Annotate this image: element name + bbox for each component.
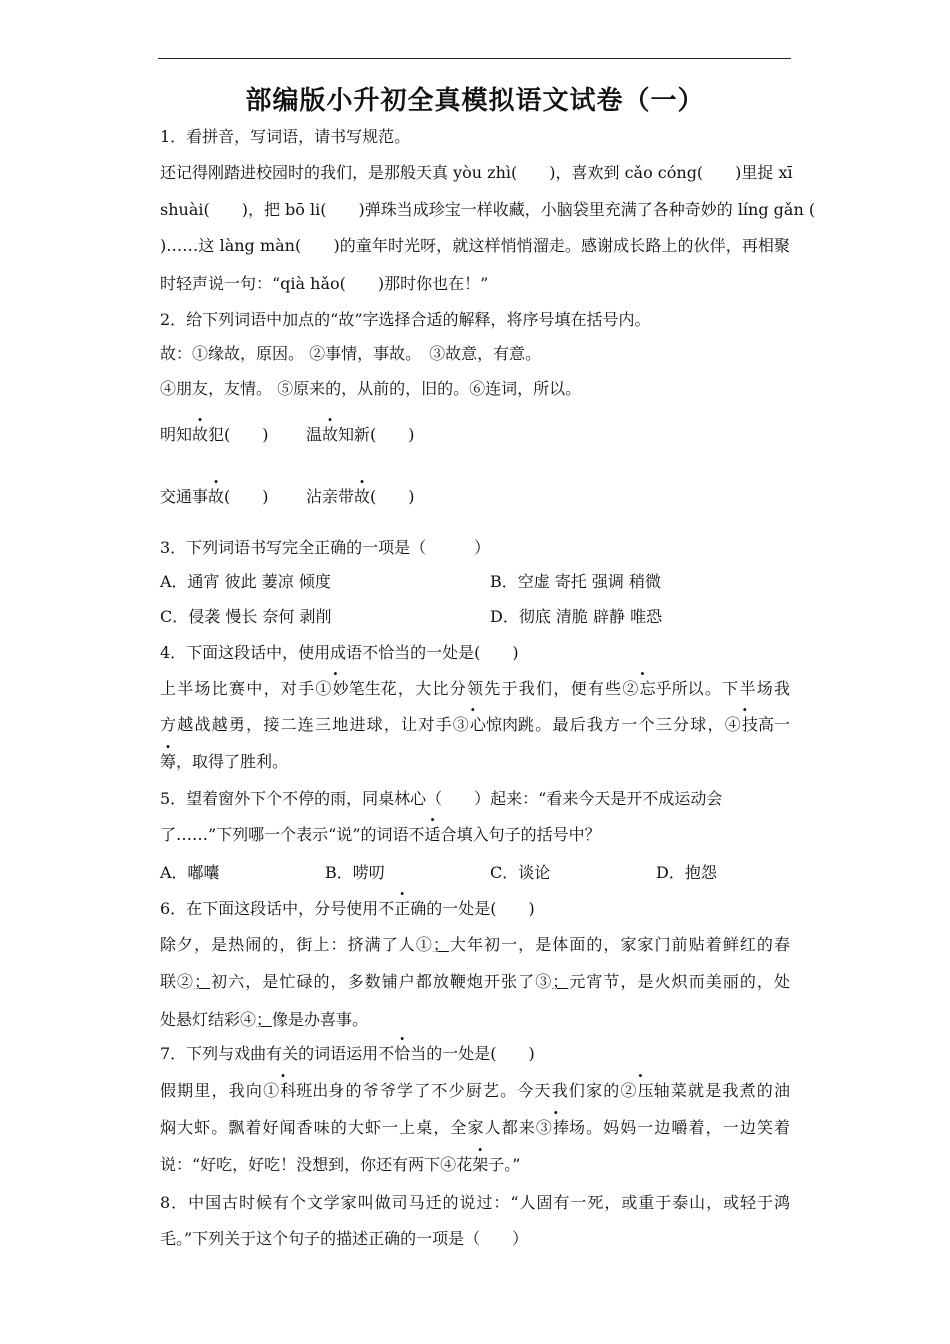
text-fragment: 。” bbox=[504, 1155, 521, 1174]
text-fragment: 元宵节，是火炽而美丽的，处 bbox=[568, 972, 790, 991]
q1-line-4: 时轻声说一句：“qià hǎo( )那时你也在！” bbox=[160, 274, 489, 293]
emphasis-dot: 忘乎所以 bbox=[639, 679, 704, 698]
q3-option-a: A．通宵 彼此 萋凉 倾度 bbox=[160, 572, 331, 591]
q3-stem: 3．下列词语书写完全正确的一项是（ ） bbox=[160, 538, 491, 557]
q2-word-2 bbox=[306, 425, 415, 445]
text-fragment: 6．在下面这段话中，分号使用 bbox=[160, 899, 379, 918]
q6-stem bbox=[160, 899, 535, 919]
text-fragment: 上半场比赛中，对手① bbox=[160, 679, 333, 698]
emphasis-dot: 科班出身 bbox=[280, 1081, 345, 1100]
emphasis-dot: 不正确 bbox=[378, 899, 427, 918]
emphasis-dot: 捧场 bbox=[552, 1118, 585, 1137]
q2-definitions-2: ④朋友，友情。 ⑤原来的，从前的，旧的。⑥连词，所以。 bbox=[160, 379, 582, 398]
text-fragment: 像是办喜事。 bbox=[272, 1010, 369, 1029]
q7-line-1 bbox=[160, 1081, 790, 1101]
text-fragment: 假期里，我向① bbox=[160, 1081, 281, 1100]
header-rule bbox=[158, 58, 791, 59]
q5-option-d: D．抱怨 bbox=[656, 863, 717, 882]
text-fragment: ； bbox=[432, 935, 449, 954]
q1-line-2: shuài( )，把 bō li( )弹珠当成珍宝一样收藏，小脑袋里充满了各种奇妙的 líng gǎn ( bbox=[160, 200, 816, 219]
text-fragment: 的一处是( ) bbox=[426, 1044, 535, 1063]
text-fragment: 说：“好吃，好吃！没想到，你还有两下④ bbox=[160, 1155, 457, 1174]
q5-option-a: A．嘟囔 bbox=[160, 863, 220, 882]
text-fragment: 初六，是忙碌的，多数铺户都放鞭炮开张了③ bbox=[210, 972, 553, 991]
text-fragment: ，大比分领先于我们，便有些② bbox=[396, 679, 640, 698]
q4-line-2 bbox=[160, 715, 790, 735]
text-fragment: ； bbox=[194, 972, 211, 991]
emphasis-dot: 故 bbox=[192, 425, 209, 444]
text-fragment: ( ) bbox=[224, 487, 269, 506]
emphasis-dot: 不适合 bbox=[408, 825, 457, 844]
q3-option-d: D．彻底 清脆 辟静 唯恐 bbox=[490, 607, 663, 626]
emphasis-dot: 心惊肉跳 bbox=[470, 715, 535, 734]
text-fragment: 了……”下列哪一个表示“说”的词语 bbox=[160, 825, 409, 844]
q2-word-1 bbox=[160, 425, 269, 445]
emphasis-dot: 压轴 bbox=[637, 1081, 670, 1100]
text-fragment: 焖大虾。飘着好闻香味的大虾一上桌，全家人都来③ bbox=[160, 1118, 553, 1137]
q1-line-3: )……这 làng màn( )的童年时光呀，就这样悄悄溜走。感谢成长路上的伙伴，再相聚 bbox=[160, 236, 790, 255]
page-title: 部编版小升初全真模拟语文试卷（一） bbox=[245, 86, 705, 116]
text-fragment: 填入句子的括号中？ bbox=[456, 825, 601, 844]
text-fragment: 明知 bbox=[160, 425, 193, 444]
q4-line-1 bbox=[160, 679, 790, 699]
q6-line-2 bbox=[160, 972, 790, 992]
q6-line-1 bbox=[160, 935, 790, 955]
text-fragment: 方越战越勇，接二连三地进球，让对手③ bbox=[160, 715, 471, 734]
text-fragment: 知新( ) bbox=[338, 425, 415, 444]
q5-option-c: C．谈论 bbox=[490, 863, 551, 882]
emphasis-dot: 不恰当 bbox=[378, 1044, 427, 1063]
text-fragment: 联② bbox=[160, 972, 195, 991]
q2-word-3 bbox=[160, 487, 269, 507]
q3-option-b: B．空虚 寄托 强调 稍微 bbox=[490, 572, 662, 591]
emphasis-dot: 妙笔生花 bbox=[332, 679, 397, 698]
q6-line-3 bbox=[160, 1010, 368, 1030]
text-fragment: 的一处是( ) bbox=[426, 899, 535, 918]
q4-line-3 bbox=[160, 752, 288, 772]
q7-line-3 bbox=[160, 1155, 520, 1175]
q7-line-2 bbox=[160, 1118, 790, 1138]
q2-definitions-1: 故：①缘故，原因。 ②事情，事故。 ③故意，有意。 bbox=[160, 344, 542, 363]
q1-stem: 1．看拼音，写词语，请书写规范。 bbox=[160, 127, 411, 146]
emphasis-dot: 技高一 bbox=[741, 715, 790, 734]
emphasis-dot: 故 bbox=[354, 487, 371, 506]
q5-stem: 5．望着窗外下个不停的雨，同桌林心（ ）起来：“看来今天是开不成运动会 bbox=[160, 789, 723, 808]
text-fragment: 。妈妈一边嚼着，一边笑着 bbox=[584, 1118, 790, 1137]
text-fragment: 处悬灯结彩④ bbox=[160, 1010, 257, 1029]
text-fragment: 犯( ) bbox=[208, 425, 269, 444]
emphasis-dot: 故 bbox=[322, 425, 339, 444]
emphasis-dot: 故 bbox=[208, 487, 225, 506]
emphasis-dot: 花架子 bbox=[456, 1155, 505, 1174]
text-fragment: 的爷爷学了不少厨艺。今天我们家的② bbox=[344, 1081, 638, 1100]
text-fragment: 温 bbox=[306, 425, 323, 444]
q8-line-1: 8．中国古时候有个文学家叫做司马迁的说过：“人固有一死，或重于泰山，或轻于鸿 bbox=[160, 1193, 790, 1212]
q7-stem bbox=[160, 1044, 535, 1064]
q3-option-c: C．侵袭 慢长 奈何 剥削 bbox=[160, 607, 332, 626]
text-fragment: 。下半场我 bbox=[703, 679, 790, 698]
text-fragment: 菜就是我煮的油 bbox=[669, 1081, 790, 1100]
text-fragment: 交通事 bbox=[160, 487, 209, 506]
text-fragment: 除夕，是热闹的，街上：挤满了人① bbox=[160, 935, 433, 954]
q5-option-b: B．唠叨 bbox=[325, 863, 385, 882]
q2-word-4 bbox=[306, 487, 415, 507]
text-fragment: 。最后我方一个三分球，④ bbox=[534, 715, 742, 734]
text-fragment: ； bbox=[552, 972, 569, 991]
q1-line-1: 还记得刚踏进校园时的我们，是那般天真 yòu zhì( )，喜欢到 cǎo cóng( )里捉 xī bbox=[160, 163, 793, 182]
text-fragment: 沾亲带 bbox=[306, 487, 355, 506]
q5-line-2 bbox=[160, 825, 601, 845]
text-fragment: ，取得了胜利。 bbox=[176, 752, 289, 771]
emphasis-dot: 筹 bbox=[160, 752, 177, 771]
q8-line-2: 毛。”下列关于这个句子的描述正确的一项是（ ） bbox=[160, 1229, 529, 1248]
text-fragment: ( ) bbox=[370, 487, 415, 506]
q2-stem: 2．给下列词语中加点的“故”字选择合适的解释，将序号填在括号内。 bbox=[160, 310, 651, 329]
text-fragment: 大年初一，是体面的，家家门前贴着鲜红的春 bbox=[448, 935, 790, 954]
text-fragment: ； bbox=[256, 1010, 273, 1029]
text-fragment: 7．下列与戏曲有关的词语运用 bbox=[160, 1044, 379, 1063]
q4-stem: 4．下面这段话中，使用成语不恰当的一处是( ) bbox=[160, 643, 519, 662]
